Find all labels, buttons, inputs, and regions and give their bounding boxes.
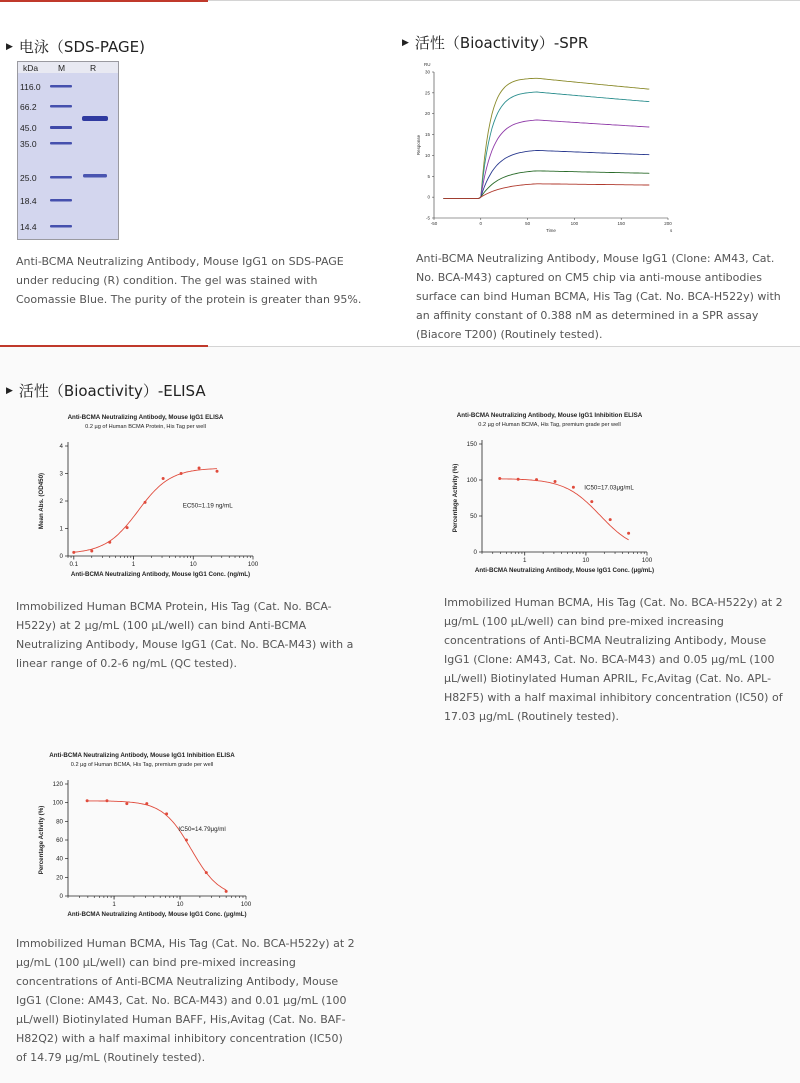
y-tick-label: 100: [466, 477, 477, 484]
x-tick-label: 1: [523, 557, 527, 564]
data-point: [627, 532, 630, 535]
heavy-chain-band: [82, 116, 108, 121]
y-tick-label: 1: [59, 525, 63, 533]
chart-annotation: IC50=17.03μg/mL: [584, 484, 634, 492]
spr-x-tick-label: 100: [570, 221, 579, 226]
y-tick-label: 0: [59, 893, 63, 900]
marker-label: 66.2: [20, 102, 37, 112]
chart-title: Anti-BCMA Neutralizing Antibody, Mouse IgG1 Inhibition ELISA: [49, 752, 235, 759]
chart-subtitle: 0.2 µg of Human BCMA, His Tag, premium grade per well: [478, 422, 621, 428]
spr-y-unit: RU: [424, 62, 431, 67]
marker-label: 14.4: [20, 222, 37, 232]
spr-section-title: [402, 32, 588, 53]
light-chain-band: [83, 174, 107, 178]
data-point: [72, 551, 75, 554]
y-tick-label: 0: [59, 553, 63, 560]
spr-xlabel: Time: [546, 228, 556, 233]
elisa-section-title: [6, 380, 206, 401]
data-point: [225, 890, 228, 893]
spr-description: Anti-BCMA Neutralizing Antibody, Mouse IgG1 (Clone: AM43, Cat. No. BCA-M43) captured on CM5 chip via anti-mouse antibodies surface can bind Human BCMA, His Tag (Cat. No. BCA-H522y) with an affinity constant of 0.388 nM as determined in a SPR assay (Biacore T200) (Routinely tested).: [416, 252, 781, 341]
marker-band: [50, 176, 72, 179]
data-point: [554, 480, 557, 483]
spr-ylabel: Response: [416, 134, 421, 156]
marker-band: [50, 225, 72, 228]
spr-x-tick-label: 50: [525, 221, 531, 226]
chart-ylabel: Mean Abs. (OD450): [38, 472, 45, 530]
x-tick-label: 10: [582, 557, 590, 564]
data-point: [590, 500, 593, 503]
data-point: [517, 478, 520, 481]
elisa-baff-description: Immobilized Human BCMA, His Tag (Cat. No. BCA-H522y) at 2 μg/mL (100 μL/well) can bind pre-mixed increasing concentrations of Anti-BCMA Neutralizing Antibody, Mouse IgG1 (Clone: AM43, Cat. No. BCA-M43) and 0.01 μg/mL (100 μL/well) Biotinylated Human BAFF, His,Avitag (Cat. No. BAF-H82Q2) with a half maximal inhibitory concentration (IC50) of 14.79 μg/mL (Routinely tested).: [16, 937, 355, 1064]
sds-description: Anti-BCMA Neutralizing Antibody, Mouse IgG1 on SDS-PAGE under reducing (R) condition. The gel was stained with Coomassie Blue. The purity of the protein is greater than 95%.: [16, 255, 362, 306]
spr-y-tick-label: 5: [427, 173, 430, 179]
x-tick-label: 10: [176, 901, 184, 908]
spr-x-tick-label: 150: [617, 221, 625, 226]
data-point: [198, 467, 201, 470]
spr-x-unit: s: [670, 228, 673, 233]
x-tick-label: 100: [641, 557, 653, 564]
data-point: [126, 526, 129, 529]
elisa-april-description: Immobilized Human BCMA, His Tag (Cat. No. BCA-H522y) at 2 μg/mL (100 μL/well) can bind pre-mixed increasing concentrations of Anti-BCMA Neutralizing Antibody, Mouse IgG1 (Clone: AM43, Cat. No. BCA-M43) and 0.05 μg/mL (100 μL/well) Biotinylated Human APRIL, Fc,Avitag (Cat. No. APL-H82F5) with a half maximal inhibitory concentration (IC50) of 17.03 μg/mL (Routinely tested).: [444, 596, 783, 723]
chart-annotation: EC50=1.19 ng/mL: [182, 502, 233, 510]
data-point: [145, 802, 148, 805]
spr-series-line: [443, 184, 649, 199]
y-tick-label: 0: [473, 549, 477, 556]
x-tick-label: 1: [131, 561, 136, 568]
y-tick-label: 60: [56, 837, 63, 844]
y-tick-label: 20: [56, 874, 63, 882]
spr-x-tick-label: 0: [479, 221, 483, 226]
spr-y-tick-label: 25: [424, 90, 430, 96]
data-point: [216, 470, 219, 473]
sds-page-gel: [17, 61, 120, 241]
spr-sensorgram: [410, 58, 690, 240]
x-tick-label: 100: [240, 901, 252, 908]
spr-y-tick-label: -5: [425, 215, 430, 221]
marker-band: [50, 85, 72, 88]
gel-header-reduced: R: [90, 63, 97, 73]
x-tick-label: 10: [189, 561, 197, 568]
marker-label: 116.0: [20, 82, 41, 92]
marker-band: [50, 199, 72, 202]
y-tick-label: 150: [466, 441, 477, 448]
data-point: [86, 799, 89, 802]
spr-title-text: 活性（Bioactivity）-SPR: [414, 34, 589, 52]
chart-title: Anti-BCMA Neutralizing Antibody, Mouse IgG1 Inhibition ELISA: [456, 412, 643, 419]
data-point: [180, 472, 183, 475]
elisa-baff-inhibition-chart: [18, 748, 266, 920]
chart-subtitle: 0.2 µg of Human BCMA, His Tag, premium grade per well: [70, 762, 214, 768]
gel-header-marker: M: [58, 63, 66, 73]
spr-y-tick-label: 10: [424, 152, 430, 158]
triangle-bullet-icon: ▶: [6, 386, 13, 396]
x-tick-label: 100: [247, 561, 259, 568]
marker-band: [50, 126, 72, 129]
chart-ylabel: Percentage Activity (%): [452, 463, 459, 533]
data-point: [535, 478, 538, 481]
elisa-title-text: 活性（Bioactivity）-ELISA: [18, 382, 206, 400]
spr-y-tick-label: 15: [424, 132, 430, 138]
data-point: [108, 541, 111, 544]
sds-title-text: 电泳（SDS-PAGE): [18, 38, 145, 56]
chart-title: Anti-BCMA Neutralizing Antibody, Mouse IgG1 ELISA: [67, 414, 224, 421]
marker-label: 35.0: [20, 139, 37, 149]
marker-band: [50, 105, 72, 108]
x-tick-label: 1: [112, 901, 116, 908]
y-tick-label: 2: [59, 498, 63, 505]
gel-header-kda: kDa: [23, 63, 39, 73]
y-tick-label: 4: [59, 443, 63, 450]
spr-y-tick-label: 0: [427, 194, 430, 200]
fit-curve: [87, 801, 226, 890]
elisa-binding-description: Immobilized Human BCMA Protein, His Tag (Cat. No. BCA-H522y) at 2 μg/mL (100 μL/well) can bind Anti-BCMA Neutralizing Antibody, Mouse IgG1 (Cat. No. BCA-M43) with a linear range of 0.2-6 ng/mL (QC tested).: [16, 600, 354, 670]
marker-band: [50, 142, 72, 145]
spr-series-line: [443, 78, 649, 198]
marker-label: 45.0: [20, 123, 37, 133]
spr-series-line: [443, 120, 649, 198]
y-tick-label: 50: [470, 513, 477, 520]
x-tick-label: 0.1: [69, 561, 79, 568]
chart-annotation: IC50=14.79μg/ml: [178, 826, 226, 834]
y-tick-label: 40: [56, 855, 63, 863]
elisa-binding-chart: [18, 410, 273, 580]
marker-label: 25.0: [20, 173, 37, 183]
data-point: [90, 550, 93, 553]
data-point: [185, 839, 188, 842]
data-point: [498, 477, 501, 480]
data-point: [162, 477, 165, 480]
spr-x-tick-label: 200: [664, 221, 672, 226]
y-tick-label: 3: [59, 470, 63, 478]
spr-series-line: [443, 92, 649, 198]
y-tick-label: 120: [52, 781, 63, 788]
spr-y-tick-label: 30: [424, 69, 430, 75]
data-point: [165, 812, 168, 815]
triangle-bullet-icon: ▶: [6, 42, 13, 52]
data-point: [125, 802, 128, 805]
data-point: [609, 518, 612, 521]
chart-ylabel: Percentage Activity (%): [38, 805, 45, 875]
chart-xlabel: Anti-BCMA Neutralizing Antibody, Mouse IgG1 Conc. (μg/mL): [474, 567, 655, 574]
y-tick-label: 100: [52, 799, 63, 807]
spr-y-tick-label: 20: [424, 111, 430, 117]
chart-xlabel: Anti-BCMA Neutralizing Antibody, Mouse IgG1 Conc. (μg/mL): [67, 911, 247, 918]
sds-section-title: [6, 36, 145, 57]
triangle-bullet-icon: ▶: [402, 38, 409, 48]
elisa-april-inhibition-chart: [432, 408, 667, 576]
spr-x-tick-label: -50: [430, 221, 438, 226]
marker-label: 18.4: [20, 196, 37, 206]
data-point: [572, 486, 575, 489]
data-point: [144, 501, 147, 504]
chart-subtitle: 0.2 µg of Human BCMA Protein, His Tag per well: [85, 424, 206, 430]
chart-xlabel: Anti-BCMA Neutralizing Antibody, Mouse IgG1 Conc. (ng/mL): [70, 571, 251, 578]
data-point: [205, 871, 208, 874]
fit-curve: [74, 469, 217, 553]
y-tick-label: 80: [56, 818, 63, 826]
top-divider-accent: [0, 0, 208, 2]
spr-series-line: [443, 150, 649, 198]
data-point: [105, 799, 108, 802]
